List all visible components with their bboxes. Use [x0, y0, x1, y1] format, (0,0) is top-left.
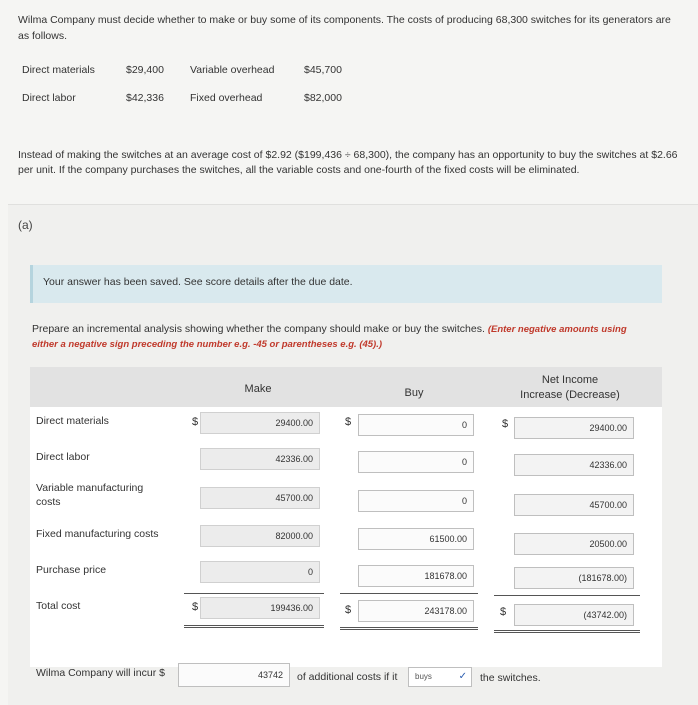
- problem-intro: Wilma Company must decide whether to make or buy some of its components. The costs of producing 68,300 switches for its generators are as follows.: [18, 14, 671, 42]
- net-fixed-manufacturing[interactable]: 20500.00: [514, 533, 634, 555]
- direct-labor-label: Direct labor: [22, 92, 76, 104]
- row-label-direct-labor: Direct labor: [36, 451, 90, 463]
- col-net-line1: Net Income: [541, 374, 599, 386]
- row-label-total-cost: Total cost: [36, 600, 81, 612]
- variable-overhead-label: Variable overhead: [190, 64, 275, 76]
- conclusion-prefix: Wilma Company will incur $: [36, 667, 165, 679]
- row-label-variable-manufacturing: [36, 481, 143, 509]
- subtotal-rule-buy: [340, 593, 478, 594]
- direct-materials-value: $29,400: [126, 64, 164, 76]
- subtotal-rule-net: [494, 595, 640, 596]
- net-direct-labor[interactable]: 42336.00: [514, 454, 634, 476]
- buy-direct-materials[interactable]: 0: [358, 414, 474, 436]
- table-header: [30, 367, 662, 407]
- fixed-overhead-value: $82,000: [304, 92, 342, 104]
- currency-sign: $: [500, 606, 507, 618]
- variable-overhead-value: $45,700: [304, 64, 342, 76]
- currency-sign: $: [345, 604, 352, 616]
- row-label-direct-materials: Direct materials: [36, 415, 109, 427]
- direct-materials-label: Direct materials: [22, 64, 95, 76]
- total-rule-buy: [340, 627, 478, 630]
- problem-details: Instead of making the switches at an average cost of $2.92 ($199,436 ÷ 68,300), the company has an opportunity to buy the switches at $2.66 per unit. If the company purchases the switches, all the variable costs and one-fourth of the fixed costs will be eliminated.: [18, 149, 678, 176]
- row-label-line2: costs: [36, 496, 61, 508]
- buy-purchase-price[interactable]: 181678.00: [358, 565, 474, 587]
- total-rule-make: [184, 625, 324, 628]
- row-label-fixed-manufacturing: Fixed manufacturing costs: [36, 528, 159, 540]
- make-buy-select-value: buys: [415, 672, 432, 681]
- currency-sign: $: [345, 416, 352, 428]
- make-variable-manufacturing[interactable]: 45700.00: [200, 487, 320, 509]
- make-buy-select[interactable]: [408, 667, 472, 687]
- net-total-cost[interactable]: (43742.00): [514, 604, 634, 626]
- fixed-overhead-label: Fixed overhead: [190, 92, 263, 104]
- buy-variable-manufacturing[interactable]: 0: [358, 490, 474, 512]
- conclusion-suffix: the switches.: [480, 672, 541, 684]
- make-purchase-price[interactable]: 0: [200, 561, 320, 583]
- total-rule-net: [494, 630, 640, 633]
- saved-notice: Your answer has been saved. See score details after the due date.: [30, 265, 662, 303]
- currency-sign: $: [192, 601, 199, 613]
- row-label-line1: Variable manufacturing: [36, 482, 144, 494]
- currency-sign: $: [192, 416, 199, 428]
- chevron-down-icon: ✓: [458, 671, 467, 682]
- currency-sign: $: [502, 418, 509, 430]
- buy-direct-labor[interactable]: 0: [358, 451, 474, 473]
- net-variable-manufacturing[interactable]: 45700.00: [514, 494, 634, 516]
- col-make: Make: [244, 383, 272, 395]
- part-label: (a): [18, 218, 33, 232]
- direct-labor-value: $42,336: [126, 92, 164, 104]
- make-fixed-manufacturing[interactable]: 82000.00: [200, 525, 320, 547]
- col-buy: Buy: [404, 387, 424, 399]
- conclusion-middle: of additional costs if it: [297, 671, 398, 683]
- buy-fixed-manufacturing[interactable]: 61500.00: [358, 528, 474, 550]
- col-net-line2: Increase (Decrease): [520, 389, 620, 401]
- subtotal-rule-make: [184, 593, 324, 594]
- make-direct-materials[interactable]: 29400.00: [200, 412, 320, 434]
- incremental-analysis-table: [30, 367, 662, 667]
- make-direct-labor[interactable]: 42336.00: [200, 448, 320, 470]
- additional-cost-input[interactable]: 43742: [178, 663, 290, 687]
- instructions: [32, 322, 652, 352]
- instructions-text: Prepare an incremental analysis showing whether the company should make or buy the switches.: [32, 323, 485, 335]
- instructions-note: (Enter negative amounts using either a negative sign preceding the number e.g. -45 or parentheses e.g. (45).): [32, 324, 627, 350]
- row-label-purchase-price: Purchase price: [36, 564, 107, 576]
- net-purchase-price[interactable]: (181678.00): [514, 567, 634, 589]
- make-total-cost[interactable]: 199436.00: [200, 597, 320, 619]
- buy-total-cost[interactable]: 243178.00: [358, 600, 474, 622]
- net-direct-materials[interactable]: 29400.00: [514, 417, 634, 439]
